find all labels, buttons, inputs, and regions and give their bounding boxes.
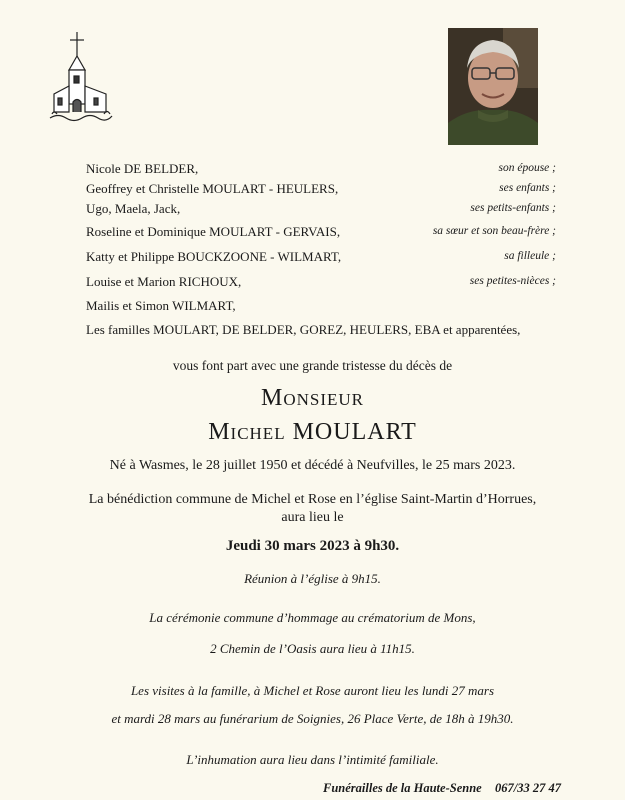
portrait-photo <box>448 28 538 145</box>
family-list <box>86 161 556 337</box>
family-row <box>86 298 556 320</box>
deceased-title: Monsieur <box>260 385 364 411</box>
visits-text-2: et mardi 28 mars au funérarium de Soignies, 26 Place Verte, de 18h à 19h30. <box>111 711 514 726</box>
family-name: Katty et Philippe BOUCKZOONE - WILMART, <box>86 249 342 264</box>
family-row <box>86 274 556 296</box>
family-name: Louise et Marion RICHOUX, <box>86 274 242 289</box>
family-name: Mailis et Simon WILMART, <box>86 298 236 313</box>
funeral-home-name: Funérailles de la Haute-Senne <box>323 781 482 795</box>
visits-text: Les visites à la famille, à Michel et Rose auront lieu les lundi 27 mars <box>130 683 495 698</box>
burial-text: L’inhumation aura lieu dans l’intimité familiale. <box>186 752 439 767</box>
family-name: Ugo, Maela, Jack, <box>86 201 181 216</box>
benediction-text-2: aura lieu le <box>281 510 344 525</box>
family-row <box>86 249 556 271</box>
cremation-address: 2 Chemin de l’Oasis aura lieu à 11h15. <box>210 641 415 656</box>
family-row <box>86 224 556 246</box>
family-relation: son épouse ; <box>498 162 556 174</box>
family-relation: sa sœur et son beau-frère ; <box>432 225 556 237</box>
family-row <box>86 161 556 183</box>
ceremony-date: Jeudi 30 mars 2023 à 9h30. <box>225 538 400 554</box>
family-name: Nicole DE BELDER, <box>86 161 199 176</box>
funeral-home-phone: 067/33 27 47 <box>495 781 561 795</box>
family-relation: ses petites-nièces ; <box>469 275 556 287</box>
family-row <box>86 201 556 223</box>
family-relation: ses enfants ; <box>499 182 556 194</box>
family-row <box>86 322 556 344</box>
announcement-intro: vous font part avec une grande tristesse du décès de <box>172 358 453 373</box>
meeting-time: Réunion à l’église à 9h15. <box>244 571 381 586</box>
church-icon <box>48 30 114 122</box>
family-relation: sa filleule ; <box>504 250 556 262</box>
benediction-text: La bénédiction commune de Michel et Rose en l’église Saint-Martin d’Horrues, <box>88 492 537 507</box>
family-name: Les familles MOULART, DE BELDER, GOREZ, HEULERS, EBA et apparentées, <box>86 322 521 337</box>
portrait-image <box>448 28 538 145</box>
birth-death-dates: Né à Wasmes, le 28 juillet 1950 et décédé à Neufvilles, le 25 mars 2023. <box>109 458 516 473</box>
family-name: Roseline et Dominique MOULART - GERVAIS, <box>86 224 341 239</box>
family-name: Geoffrey et Christelle MOULART - HEULERS, <box>86 181 339 196</box>
family-relation: ses petits-enfants ; <box>470 202 556 214</box>
cremation-ceremony: La cérémonie commune d’hommage au crématorium de Mons, <box>149 610 476 625</box>
family-row <box>86 181 556 203</box>
deceased-name: Michel MOULART <box>208 419 417 445</box>
